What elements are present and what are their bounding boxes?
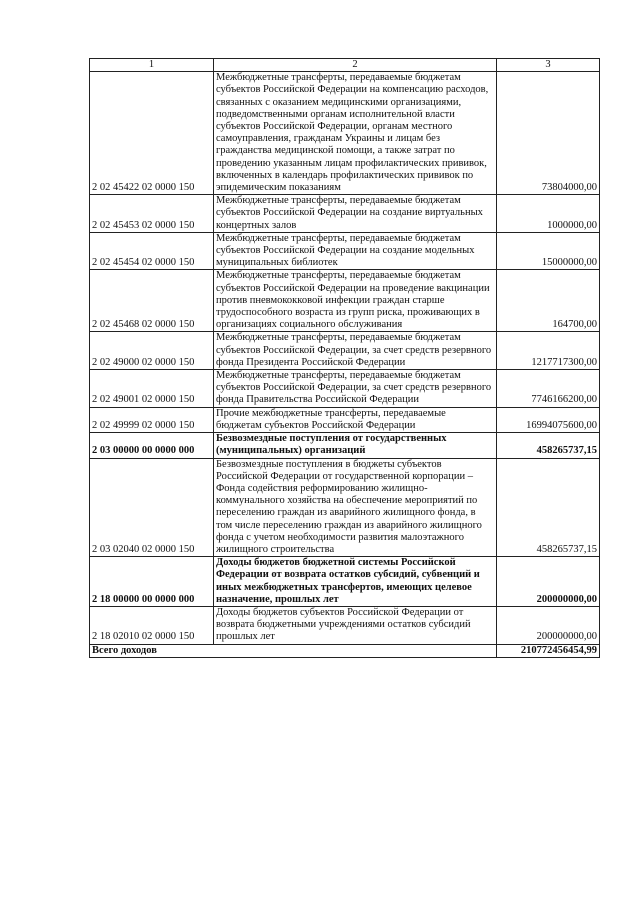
description-cell: Прочие межбюджетные трансферты, передаваемые бюджетам субъектов Российской Федерации bbox=[214, 407, 497, 432]
budget-code-cell: 2 03 02040 02 0000 150 bbox=[90, 458, 214, 557]
amount-cell: 200000000,00 bbox=[497, 606, 600, 644]
description-cell: Межбюджетные трансферты, передаваемые бюджетам субъектов Российской Федерации на создание виртуальных концертных залов bbox=[214, 195, 497, 233]
budget-code-cell: 2 03 00000 00 0000 000 bbox=[90, 433, 214, 458]
column-header-1: 1 bbox=[90, 59, 214, 72]
amount-cell: 200000000,00 bbox=[497, 557, 600, 607]
amount-cell: 1217717300,00 bbox=[497, 332, 600, 370]
revenue-table bbox=[89, 58, 600, 658]
description-cell: Межбюджетные трансферты, передаваемые бюджетам субъектов Российской Федерации на проведение вакцинации против пневмококковой инфекции граждан старше трудоспособного возраста из групп риска, проживающих в организациях социального обслуживания bbox=[214, 270, 497, 332]
table-row bbox=[90, 270, 600, 332]
table-row-section bbox=[90, 433, 600, 458]
description-cell: Безвозмездные поступления от государственных (муниципальных) организаций bbox=[214, 433, 497, 458]
budget-code-cell: 2 02 49999 02 0000 150 bbox=[90, 407, 214, 432]
table-row-section bbox=[90, 557, 600, 607]
description-cell: Безвозмездные поступления в бюджеты субъектов Российской Федерации от государственной корпорации – Фонда содействия реформированию жилищно-коммунального хозяйства на обеспечение мероприятий по переселению граждан из аварийного жилищного фонда, в том числе переселению граждан из аварийного жилищного фонда с учетом необходимости развития малоэтажного жилищного строительства bbox=[214, 458, 497, 557]
amount-cell: 73804000,00 bbox=[497, 72, 600, 195]
amount-cell: 15000000,00 bbox=[497, 232, 600, 270]
table-row bbox=[90, 458, 600, 557]
total-label: Всего доходов bbox=[90, 644, 497, 657]
budget-code-cell: 2 18 00000 00 0000 000 bbox=[90, 557, 214, 607]
budget-code-cell: 2 18 02010 02 0000 150 bbox=[90, 606, 214, 644]
table-row bbox=[90, 195, 600, 233]
budget-code-cell: 2 02 45454 02 0000 150 bbox=[90, 232, 214, 270]
amount-cell: 458265737,15 bbox=[497, 458, 600, 557]
description-cell: Межбюджетные трансферты, передаваемые бюджетам субъектов Российской Федерации на создание модельных муниципальных библиотек bbox=[214, 232, 497, 270]
budget-code-cell: 2 02 49000 02 0000 150 bbox=[90, 332, 214, 370]
table-header-row bbox=[90, 59, 600, 72]
column-header-3: 3 bbox=[497, 59, 600, 72]
budget-code-cell: 2 02 45453 02 0000 150 bbox=[90, 195, 214, 233]
description-cell: Межбюджетные трансферты, передаваемые бюджетам субъектов Российской Федерации, за счет средств резервного фонда Президента Российской Федерации bbox=[214, 332, 497, 370]
budget-code-cell: 2 02 45422 02 0000 150 bbox=[90, 72, 214, 195]
amount-cell: 7746166200,00 bbox=[497, 370, 600, 408]
table-row bbox=[90, 332, 600, 370]
table-row bbox=[90, 407, 600, 432]
amount-cell: 1000000,00 bbox=[497, 195, 600, 233]
amount-cell: 16994075600,00 bbox=[497, 407, 600, 432]
amount-cell: 164700,00 bbox=[497, 270, 600, 332]
total-row bbox=[90, 644, 600, 657]
column-header-2: 2 bbox=[214, 59, 497, 72]
description-cell: Доходы бюджетов бюджетной системы Российской Федерации от возврата остатков субсидий, субвенций и иных межбюджетных трансфертов, имеющих целевое назначение, прошлых лет bbox=[214, 557, 497, 607]
table-row bbox=[90, 232, 600, 270]
budget-code-cell: 2 02 49001 02 0000 150 bbox=[90, 370, 214, 408]
budget-code-cell: 2 02 45468 02 0000 150 bbox=[90, 270, 214, 332]
table-row bbox=[90, 72, 600, 195]
description-cell: Межбюджетные трансферты, передаваемые бюджетам субъектов Российской Федерации на компенсацию расходов, связанных с оказанием медицинскими организациями, подведомственными органам исполнительной власти субъектов Российской Федерации, органам местного самоуправления, гражданам Украины и лицам без гражданства медицинской помощи, а также затрат по проведению указанным лицам профилактических прививок, включенных в календарь профилактических прививок по эпидемическим показаниям bbox=[214, 72, 497, 195]
total-amount: 210772456454,99 bbox=[497, 644, 600, 657]
description-cell: Доходы бюджетов субъектов Российской Федерации от возврата бюджетными учреждениями остатков субсидий прошлых лет bbox=[214, 606, 497, 644]
table-row bbox=[90, 606, 600, 644]
description-cell: Межбюджетные трансферты, передаваемые бюджетам субъектов Российской Федерации, за счет средств резервного фонда Правительства Российской Федерации bbox=[214, 370, 497, 408]
amount-cell: 458265737,15 bbox=[497, 433, 600, 458]
table-row bbox=[90, 370, 600, 408]
